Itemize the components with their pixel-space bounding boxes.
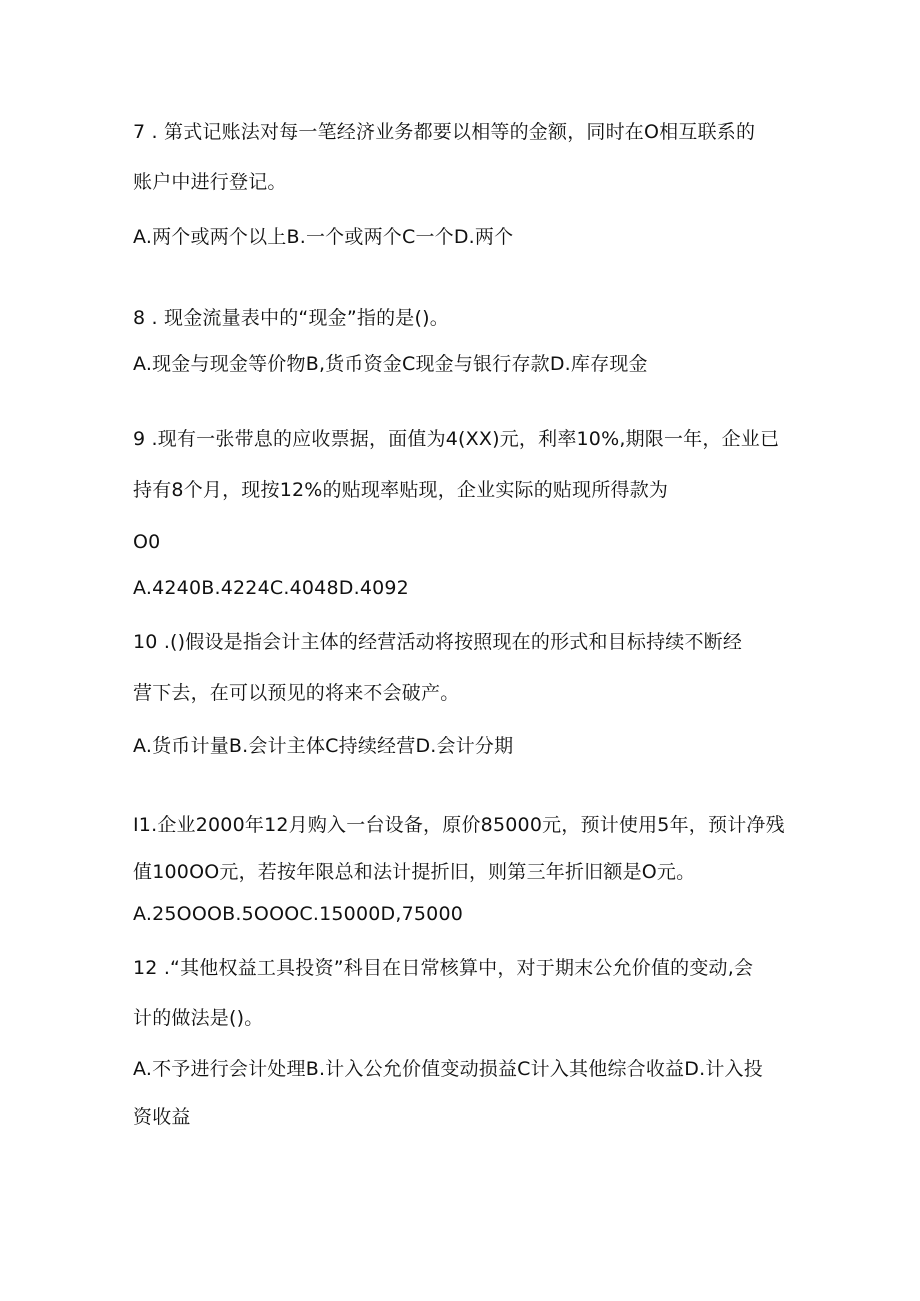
question-7-line-2: 账户中进行登记。 xyxy=(133,171,287,193)
question-10-options: A.货币计量B.会计主体C持续经营D.会计分期 xyxy=(133,735,514,757)
question-10-line-1: 10 .()假设是指会计主体的经营活动将按照现在的形式和目标持续不断经 xyxy=(133,631,743,653)
question-7-options: A.两个或两个以上B.一个或两个C一个D.两个 xyxy=(133,226,514,248)
question-12-options-line-2: 资收益 xyxy=(133,1106,191,1128)
question-11-options: A.25OOOB.5OOOC.15000D,75000 xyxy=(133,903,464,925)
question-8-options: A.现金与现金等价物B,货币资金C现金与银行存款D.库存现金 xyxy=(133,353,648,375)
question-11-line-2: 值100OO元，若按年限总和法计提折旧，则第三年折旧额是O元。 xyxy=(133,861,696,883)
question-10-line-2: 营下去，在可以预见的将来不会破产。 xyxy=(133,682,460,704)
question-12-line-1: 12 .“其他权益工具投资”科目在日常核算中，对于期末公允价值的变动,会 xyxy=(133,957,754,979)
question-9-line-3: O0 xyxy=(133,531,161,553)
question-11-line-1: I1.企业2000年12月购入一台设备，原价85000元，预计使用5年，预计净残 xyxy=(133,814,785,836)
question-9-line-2: 持有8个月，现按12%的贴现率贴现，企业实际的贴现所得款为 xyxy=(133,479,669,501)
question-7-line-1: 7 . 第式记账法对每一笔经济业务都要以相等的金额，同时在O相互联系的 xyxy=(133,121,756,143)
question-8-line-1: 8 . 现金流量表中的“现金”指的是()。 xyxy=(133,307,449,329)
question-12-line-2: 计的做法是()。 xyxy=(133,1007,264,1029)
question-9-options: A.4240B.4224C.4048D.4092 xyxy=(133,577,409,599)
question-9-line-1: 9 .现有一张带息的应收票据，面值为4(XX)元，利率10%,期限一年，企业已 xyxy=(133,428,780,450)
question-12-options-line-1: A.不予进行会计处理B.计入公允价值变动损益C计入其他综合收益D.计入投 xyxy=(133,1058,763,1080)
